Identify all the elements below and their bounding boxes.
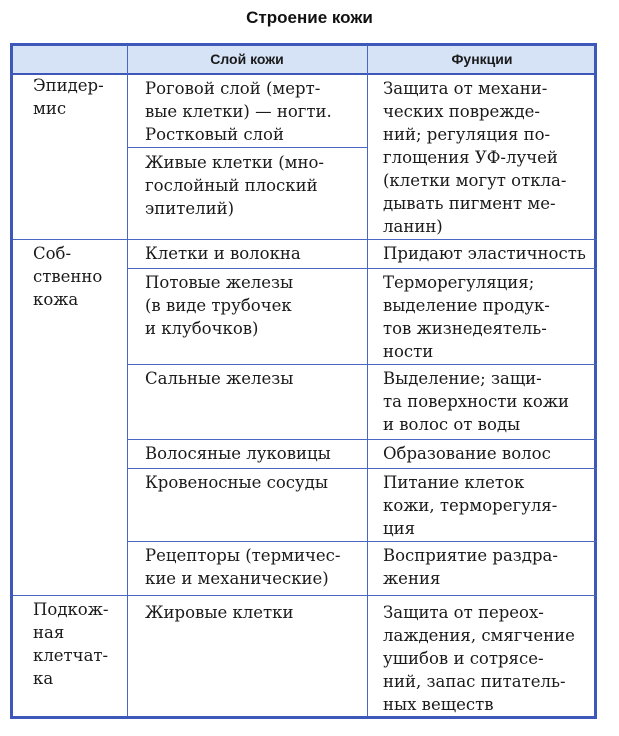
- layer-cell: Кровеносные сосуды: [145, 473, 329, 492]
- row-divider: [127, 468, 597, 469]
- header-functions: Функции: [451, 51, 513, 67]
- header-layer: Слой кожи: [210, 51, 284, 67]
- row-divider-layer: [127, 147, 367, 148]
- function-cell: Терморегуляция; выделение продук- тов жизнедеятель- ности: [383, 273, 550, 361]
- function-cell: Питание клеток кожи, терморегуля- ция: [383, 473, 558, 538]
- function-cell: Восприятие раздра- жения: [383, 546, 558, 588]
- skin-structure-table: [10, 43, 597, 719]
- function-cell: Образование волос: [383, 444, 551, 463]
- row-divider: [127, 268, 597, 269]
- layer-cell: Живые клетки (мно- гослойный плоский эпителий): [145, 153, 324, 218]
- row-divider: [127, 439, 597, 440]
- layer-cell: Жировые клетки: [145, 603, 294, 622]
- layer-cell: Потовые железы (в виде трубочек и клубочков): [145, 273, 294, 338]
- section-divider-2: [13, 595, 597, 596]
- row-divider: [127, 364, 597, 365]
- layer-cell: Роговой слой (мерт- вые клетки) — ногти. Ростковый слой: [145, 79, 332, 144]
- function-cell: Защита от переох- лаждения, смягчение ушибов и сотрясе- ний, запас питатель- ных веществ: [383, 603, 575, 714]
- layer-cell: Сальные железы: [145, 369, 294, 388]
- section-divider-1: [13, 239, 597, 240]
- page-title: Строение кожи: [246, 8, 373, 27]
- function-cell: Придают эластичность: [383, 244, 586, 263]
- section-name-dermis: Соб- ственно кожа: [33, 244, 103, 309]
- section-name-subcutaneous: Подкож- ная клетчат- ка: [33, 600, 109, 688]
- layer-cell: Рецепторы (термичес- кие и механические): [145, 546, 341, 588]
- column-divider-2: [367, 46, 368, 716]
- layer-cell: Клетки и волокна: [145, 244, 301, 263]
- layer-cell: Волосяные луковицы: [145, 444, 331, 463]
- function-cell: Защита от механи- ческих поврежде- ний; регуляция по- глощения УФ-лучей (клетки могут откла- дывать пигмент ме- ланин): [383, 79, 567, 236]
- function-cell: Выделение; защи- та поверхности кожи и волос от воды: [383, 369, 570, 434]
- row-divider: [127, 541, 597, 542]
- section-name-epidermis: Эпидер- мис: [33, 76, 104, 118]
- table-header: [13, 46, 594, 75]
